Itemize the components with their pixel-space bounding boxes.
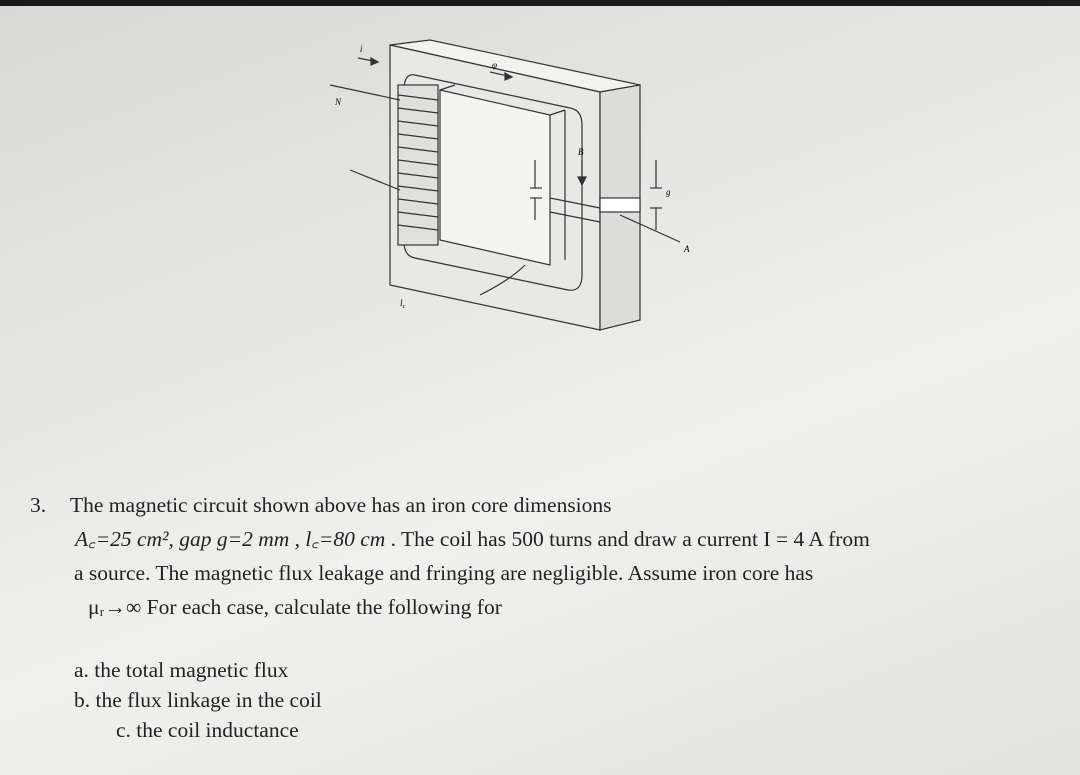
magnetic-circuit-figure bbox=[320, 30, 740, 350]
question-parts bbox=[74, 655, 322, 745]
part-c: c. the coil inductance bbox=[116, 718, 299, 742]
problem-formula: A꜀=25 cm², gap g=2 mm , l꜀=80 cm bbox=[75, 527, 386, 551]
problem-line-2: A꜀=25 cm², gap g=2 mm , l꜀=80 cm . The coil has 500 turns and draw a current I = 4 A from bbox=[75, 527, 870, 551]
problem-number: 3. bbox=[30, 493, 47, 517]
problem-line-3: a source. The magnetic flux leakage and fringing are negligible. Assume iron core has bbox=[74, 561, 814, 585]
current-label: i bbox=[360, 44, 363, 54]
problem-line-4: μᵣ→∞ For each case, calculate the following for bbox=[88, 595, 502, 619]
part-a: a. the total magnetic flux bbox=[74, 658, 289, 682]
field-label: B bbox=[578, 147, 584, 157]
part-b: b. the flux linkage in the coil bbox=[74, 688, 322, 712]
coil-windings bbox=[398, 85, 438, 245]
core-length-label: $l_c$ bbox=[400, 298, 406, 310]
turns-label: N bbox=[335, 97, 342, 107]
problem-text bbox=[30, 488, 1075, 624]
top-bar bbox=[0, 0, 1080, 6]
area-label: A bbox=[684, 244, 690, 254]
flux-label: φ bbox=[492, 60, 497, 70]
mu-expression: μᵣ→∞ bbox=[88, 595, 142, 619]
problem-line-1: 3. The magnetic circuit shown above has an iron core dimensions bbox=[30, 488, 1075, 522]
air-gap bbox=[600, 198, 640, 212]
core-window bbox=[440, 90, 550, 265]
gap-label: g bbox=[666, 187, 671, 197]
